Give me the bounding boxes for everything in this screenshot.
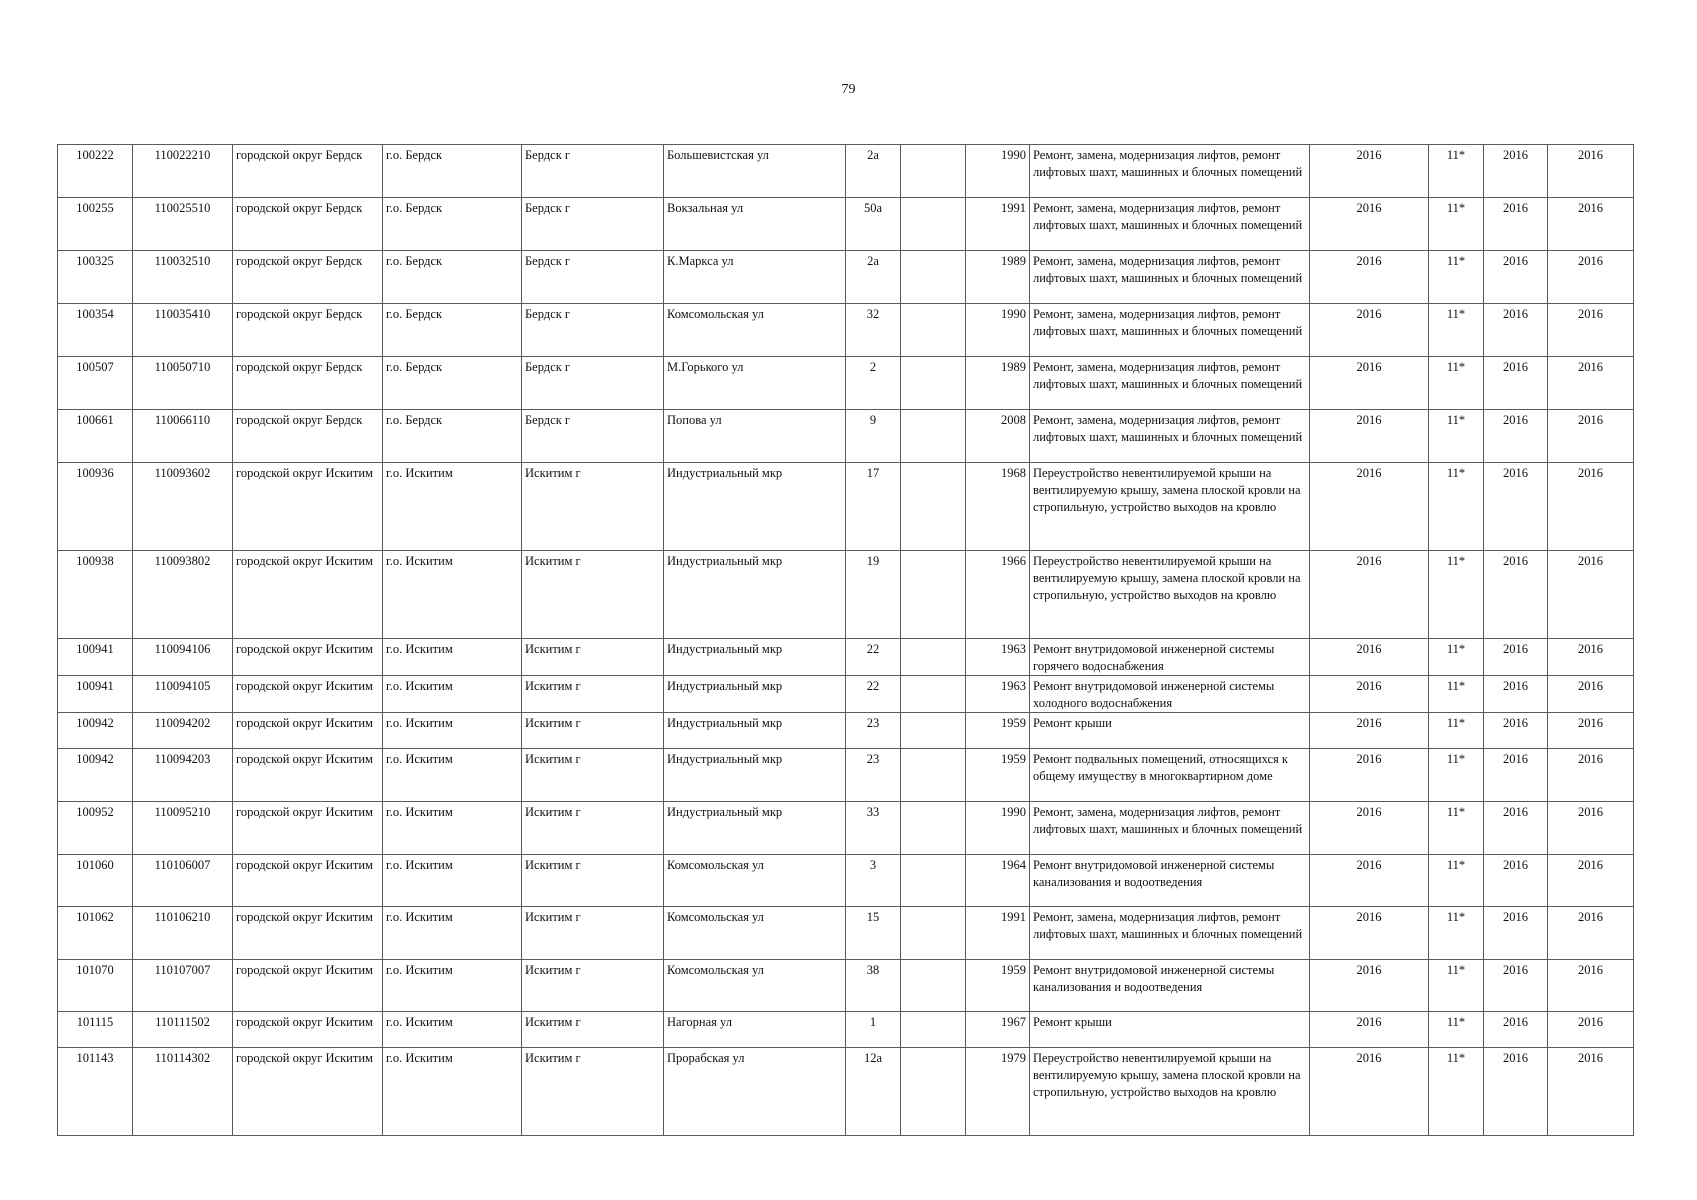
cell-building — [901, 463, 966, 551]
cell-id: 100941 — [58, 639, 133, 676]
cell-municipality: г.о. Искитим — [383, 749, 522, 802]
cell-code2: 11* — [1429, 1048, 1484, 1136]
cell-id: 100942 — [58, 713, 133, 749]
cell-year-end: 2016 — [1548, 960, 1634, 1012]
cell-work: Ремонт крыши — [1030, 1012, 1310, 1048]
cell-id: 101062 — [58, 907, 133, 960]
cell-street: К.Маркса ул — [664, 251, 846, 304]
cell-work: Ремонт, замена, модернизация лифтов, ремонт лифтовых шахт, машинных и блочных помещений — [1030, 251, 1310, 304]
cell-year-plan: 2016 — [1484, 463, 1548, 551]
cell-locality: Бердск г — [522, 251, 664, 304]
cell-district: городской округ Искитим — [233, 907, 383, 960]
cell-year-plan: 2016 — [1484, 410, 1548, 463]
cell-house: 9 — [846, 410, 901, 463]
table-row — [58, 145, 1634, 198]
cell-street: Нагорная ул — [664, 1012, 846, 1048]
cell-year-end: 2016 — [1548, 304, 1634, 357]
table-body — [58, 145, 1634, 1136]
cell-year-built: 1959 — [966, 749, 1030, 802]
cell-municipality: г.о. Искитим — [383, 639, 522, 676]
cell-id: 101060 — [58, 855, 133, 907]
cell-building — [901, 410, 966, 463]
cell-code2: 11* — [1429, 1012, 1484, 1048]
cell-work: Ремонт внутридомовой инженерной системы горячего водоснабжения — [1030, 639, 1310, 676]
cell-street: Попова ул — [664, 410, 846, 463]
cell-building — [901, 551, 966, 639]
cell-building — [901, 304, 966, 357]
cell-year-start: 2016 — [1310, 676, 1429, 713]
cell-municipality: г.о. Бердск — [383, 357, 522, 410]
cell-year-end: 2016 — [1548, 749, 1634, 802]
cell-work: Ремонт подвальных помещений, относящихся к общему имуществу в многоквартирном доме — [1030, 749, 1310, 802]
cell-year-built: 1989 — [966, 251, 1030, 304]
cell-code2: 11* — [1429, 357, 1484, 410]
cell-year-plan: 2016 — [1484, 1012, 1548, 1048]
cell-house: 32 — [846, 304, 901, 357]
cell-year-start: 2016 — [1310, 198, 1429, 251]
cell-year-plan: 2016 — [1484, 1048, 1548, 1136]
table-row — [58, 676, 1634, 713]
cell-year-built: 1963 — [966, 676, 1030, 713]
cell-year-end: 2016 — [1548, 145, 1634, 198]
cell-building — [901, 145, 966, 198]
cell-year-start: 2016 — [1310, 907, 1429, 960]
cell-municipality: г.о. Бердск — [383, 145, 522, 198]
cell-work: Ремонт, замена, модернизация лифтов, ремонт лифтовых шахт, машинных и блочных помещений — [1030, 357, 1310, 410]
cell-district: городской округ Искитим — [233, 1048, 383, 1136]
cell-year-plan: 2016 — [1484, 713, 1548, 749]
cell-code2: 11* — [1429, 198, 1484, 251]
cell-code2: 11* — [1429, 749, 1484, 802]
cell-municipality: г.о. Искитим — [383, 1048, 522, 1136]
cell-code2: 11* — [1429, 802, 1484, 855]
cell-code: 110022210 — [133, 145, 233, 198]
cell-street: Вокзальная ул — [664, 198, 846, 251]
cell-code2: 11* — [1429, 551, 1484, 639]
cell-code: 110032510 — [133, 251, 233, 304]
cell-district: городской округ Искитим — [233, 639, 383, 676]
cell-code2: 11* — [1429, 713, 1484, 749]
cell-year-plan: 2016 — [1484, 551, 1548, 639]
cell-locality: Бердск г — [522, 410, 664, 463]
cell-year-end: 2016 — [1548, 198, 1634, 251]
cell-district: городской округ Искитим — [233, 855, 383, 907]
cell-house: 22 — [846, 639, 901, 676]
cell-locality: Искитим г — [522, 749, 664, 802]
cell-code2: 11* — [1429, 304, 1484, 357]
cell-year-end: 2016 — [1548, 855, 1634, 907]
cell-code: 110114302 — [133, 1048, 233, 1136]
cell-work: Ремонт, замена, модернизация лифтов, ремонт лифтовых шахт, машинных и блочных помещений — [1030, 802, 1310, 855]
cell-street: Индустриальный мкр — [664, 749, 846, 802]
table-row — [58, 410, 1634, 463]
cell-code2: 11* — [1429, 907, 1484, 960]
cell-year-end: 2016 — [1548, 357, 1634, 410]
cell-work: Ремонт крыши — [1030, 713, 1310, 749]
cell-code: 110093802 — [133, 551, 233, 639]
cell-year-start: 2016 — [1310, 855, 1429, 907]
cell-year-start: 2016 — [1310, 1048, 1429, 1136]
cell-house: 23 — [846, 713, 901, 749]
cell-year-plan: 2016 — [1484, 198, 1548, 251]
cell-year-built: 1991 — [966, 907, 1030, 960]
cell-id: 100938 — [58, 551, 133, 639]
cell-year-end: 2016 — [1548, 676, 1634, 713]
cell-house: 22 — [846, 676, 901, 713]
cell-code: 110094106 — [133, 639, 233, 676]
cell-code2: 11* — [1429, 960, 1484, 1012]
cell-building — [901, 676, 966, 713]
cell-year-start: 2016 — [1310, 251, 1429, 304]
cell-id: 101070 — [58, 960, 133, 1012]
cell-code: 110111502 — [133, 1012, 233, 1048]
cell-house: 23 — [846, 749, 901, 802]
cell-house: 50а — [846, 198, 901, 251]
cell-year-end: 2016 — [1548, 713, 1634, 749]
cell-year-end: 2016 — [1548, 802, 1634, 855]
table-row — [58, 907, 1634, 960]
cell-street: Комсомольская ул — [664, 855, 846, 907]
cell-code: 110094202 — [133, 713, 233, 749]
cell-year-built: 1990 — [966, 304, 1030, 357]
cell-district: городской округ Бердск — [233, 304, 383, 357]
table-row — [58, 1048, 1634, 1136]
cell-building — [901, 907, 966, 960]
cell-locality: Бердск г — [522, 304, 664, 357]
cell-building — [901, 639, 966, 676]
cell-year-plan: 2016 — [1484, 304, 1548, 357]
cell-work: Переустройство невентилируемой крыши на вентилируемую крышу, замена плоской кровли на стропильную, устройство выходов на кровлю — [1030, 463, 1310, 551]
cell-year-plan: 2016 — [1484, 802, 1548, 855]
cell-street: Комсомольская ул — [664, 960, 846, 1012]
cell-locality: Искитим г — [522, 1012, 664, 1048]
cell-year-start: 2016 — [1310, 463, 1429, 551]
page-number: 79 — [841, 82, 856, 97]
cell-street: М.Горького ул — [664, 357, 846, 410]
cell-municipality: г.о. Искитим — [383, 802, 522, 855]
cell-house: 12а — [846, 1048, 901, 1136]
cell-work: Ремонт внутридомовой инженерной системы канализования и водоотведения — [1030, 855, 1310, 907]
cell-locality: Искитим г — [522, 463, 664, 551]
cell-year-end: 2016 — [1548, 410, 1634, 463]
cell-year-plan: 2016 — [1484, 639, 1548, 676]
cell-code: 110106007 — [133, 855, 233, 907]
cell-id: 100942 — [58, 749, 133, 802]
cell-year-end: 2016 — [1548, 551, 1634, 639]
cell-locality: Бердск г — [522, 145, 664, 198]
cell-year-built: 1968 — [966, 463, 1030, 551]
cell-work: Ремонт, замена, модернизация лифтов, ремонт лифтовых шахт, машинных и блочных помещений — [1030, 907, 1310, 960]
cell-id: 100952 — [58, 802, 133, 855]
cell-building — [901, 1012, 966, 1048]
cell-year-plan: 2016 — [1484, 357, 1548, 410]
table-row — [58, 713, 1634, 749]
cell-year-plan: 2016 — [1484, 749, 1548, 802]
cell-district: городской округ Искитим — [233, 676, 383, 713]
cell-municipality: г.о. Искитим — [383, 463, 522, 551]
cell-year-built: 1959 — [966, 713, 1030, 749]
table-row — [58, 357, 1634, 410]
cell-work: Ремонт, замена, модернизация лифтов, ремонт лифтовых шахт, машинных и блочных помещений — [1030, 145, 1310, 198]
cell-year-start: 2016 — [1310, 960, 1429, 1012]
cell-year-start: 2016 — [1310, 749, 1429, 802]
cell-house: 2а — [846, 251, 901, 304]
cell-year-start: 2016 — [1310, 713, 1429, 749]
cell-house: 19 — [846, 551, 901, 639]
cell-code2: 11* — [1429, 145, 1484, 198]
cell-year-start: 2016 — [1310, 1012, 1429, 1048]
cell-code: 110107007 — [133, 960, 233, 1012]
table-row — [58, 639, 1634, 676]
cell-work: Ремонт, замена, модернизация лифтов, ремонт лифтовых шахт, машинных и блочных помещений — [1030, 304, 1310, 357]
cell-district: городской округ Искитим — [233, 1012, 383, 1048]
cell-locality: Искитим г — [522, 639, 664, 676]
cell-building — [901, 960, 966, 1012]
cell-house: 3 — [846, 855, 901, 907]
cell-id: 100941 — [58, 676, 133, 713]
cell-year-start: 2016 — [1310, 410, 1429, 463]
cell-street: Индустриальный мкр — [664, 463, 846, 551]
cell-year-plan: 2016 — [1484, 960, 1548, 1012]
cell-year-plan: 2016 — [1484, 251, 1548, 304]
cell-id: 100354 — [58, 304, 133, 357]
cell-code: 110025510 — [133, 198, 233, 251]
cell-house: 2 — [846, 357, 901, 410]
cell-locality: Искитим г — [522, 855, 664, 907]
table-row — [58, 855, 1634, 907]
cell-id: 100936 — [58, 463, 133, 551]
table-row — [58, 802, 1634, 855]
cell-building — [901, 713, 966, 749]
cell-year-start: 2016 — [1310, 802, 1429, 855]
cell-house: 15 — [846, 907, 901, 960]
cell-building — [901, 802, 966, 855]
cell-district: городской округ Искитим — [233, 960, 383, 1012]
cell-year-built: 1959 — [966, 960, 1030, 1012]
cell-district: городской округ Искитим — [233, 551, 383, 639]
cell-district: городской округ Искитим — [233, 802, 383, 855]
cell-year-plan: 2016 — [1484, 676, 1548, 713]
cell-building — [901, 251, 966, 304]
cell-year-plan: 2016 — [1484, 855, 1548, 907]
cell-building — [901, 357, 966, 410]
cell-street: Индустриальный мкр — [664, 802, 846, 855]
cell-year-end: 2016 — [1548, 639, 1634, 676]
cell-locality: Искитим г — [522, 676, 664, 713]
cell-id: 101143 — [58, 1048, 133, 1136]
cell-district: городской округ Бердск — [233, 251, 383, 304]
cell-code2: 11* — [1429, 463, 1484, 551]
cell-municipality: г.о. Бердск — [383, 410, 522, 463]
cell-district: городской округ Бердск — [233, 198, 383, 251]
cell-code2: 11* — [1429, 639, 1484, 676]
cell-locality: Искитим г — [522, 551, 664, 639]
cell-municipality: г.о. Искитим — [383, 960, 522, 1012]
cell-district: городской округ Искитим — [233, 713, 383, 749]
cell-locality: Бердск г — [522, 198, 664, 251]
cell-municipality: г.о. Искитим — [383, 551, 522, 639]
cell-street: Индустриальный мкр — [664, 713, 846, 749]
cell-municipality: г.о. Искитим — [383, 713, 522, 749]
cell-street: Прорабская ул — [664, 1048, 846, 1136]
cell-house: 17 — [846, 463, 901, 551]
cell-work: Ремонт внутридомовой инженерной системы холодного водоснабжения — [1030, 676, 1310, 713]
table-row — [58, 551, 1634, 639]
cell-code: 110035410 — [133, 304, 233, 357]
cell-street: Индустриальный мкр — [664, 676, 846, 713]
cell-year-start: 2016 — [1310, 551, 1429, 639]
cell-municipality: г.о. Бердск — [383, 251, 522, 304]
cell-locality: Искитим г — [522, 907, 664, 960]
cell-house: 2а — [846, 145, 901, 198]
cell-id: 101115 — [58, 1012, 133, 1048]
cell-building — [901, 855, 966, 907]
cell-street: Комсомольская ул — [664, 907, 846, 960]
cell-year-start: 2016 — [1310, 357, 1429, 410]
cell-building — [901, 198, 966, 251]
cell-district: городской округ Бердск — [233, 357, 383, 410]
cell-year-start: 2016 — [1310, 145, 1429, 198]
cell-street: Индустриальный мкр — [664, 551, 846, 639]
cell-street: Большевистская ул — [664, 145, 846, 198]
cell-year-start: 2016 — [1310, 304, 1429, 357]
cell-district: городской округ Искитим — [233, 463, 383, 551]
cell-district: городской округ Бердск — [233, 410, 383, 463]
cell-id: 100222 — [58, 145, 133, 198]
cell-year-built: 1979 — [966, 1048, 1030, 1136]
table-row — [58, 251, 1634, 304]
cell-work: Ремонт внутридомовой инженерной системы канализования и водоотведения — [1030, 960, 1310, 1012]
cell-id: 100507 — [58, 357, 133, 410]
cell-code: 110093602 — [133, 463, 233, 551]
cell-code: 110095210 — [133, 802, 233, 855]
cell-id: 100661 — [58, 410, 133, 463]
cell-id: 100255 — [58, 198, 133, 251]
cell-district: городской округ Искитим — [233, 749, 383, 802]
cell-code: 110106210 — [133, 907, 233, 960]
cell-year-built: 1990 — [966, 802, 1030, 855]
cell-house: 33 — [846, 802, 901, 855]
cell-year-built: 2008 — [966, 410, 1030, 463]
cell-year-end: 2016 — [1548, 1048, 1634, 1136]
cell-street: Индустриальный мкр — [664, 639, 846, 676]
cell-work: Переустройство невентилируемой крыши на вентилируемую крышу, замена плоской кровли на стропильную, устройство выходов на кровлю — [1030, 1048, 1310, 1136]
cell-year-end: 2016 — [1548, 907, 1634, 960]
cell-year-plan: 2016 — [1484, 145, 1548, 198]
table-row — [58, 198, 1634, 251]
cell-house: 1 — [846, 1012, 901, 1048]
cell-code2: 11* — [1429, 410, 1484, 463]
cell-municipality: г.о. Бердск — [383, 304, 522, 357]
cell-locality: Искитим г — [522, 960, 664, 1012]
cell-district: городской округ Бердск — [233, 145, 383, 198]
cell-locality: Бердск г — [522, 357, 664, 410]
cell-municipality: г.о. Искитим — [383, 676, 522, 713]
table-row — [58, 304, 1634, 357]
cell-building — [901, 1048, 966, 1136]
cell-work: Ремонт, замена, модернизация лифтов, ремонт лифтовых шахт, машинных и блочных помещений — [1030, 410, 1310, 463]
cell-year-built: 1989 — [966, 357, 1030, 410]
cell-municipality: г.о. Бердск — [383, 198, 522, 251]
cell-code: 110066110 — [133, 410, 233, 463]
cell-house: 38 — [846, 960, 901, 1012]
cell-year-built: 1963 — [966, 639, 1030, 676]
cell-municipality: г.о. Искитим — [383, 855, 522, 907]
cell-year-end: 2016 — [1548, 463, 1634, 551]
cell-year-built: 1967 — [966, 1012, 1030, 1048]
cell-code: 110094203 — [133, 749, 233, 802]
cell-locality: Искитим г — [522, 802, 664, 855]
cell-work: Ремонт, замена, модернизация лифтов, ремонт лифтовых шахт, машинных и блочных помещений — [1030, 198, 1310, 251]
table-row — [58, 749, 1634, 802]
cell-year-built: 1990 — [966, 145, 1030, 198]
cell-id: 100325 — [58, 251, 133, 304]
table-row — [58, 463, 1634, 551]
cell-code: 110050710 — [133, 357, 233, 410]
cell-year-built: 1964 — [966, 855, 1030, 907]
cell-code2: 11* — [1429, 676, 1484, 713]
table-row — [58, 960, 1634, 1012]
cell-municipality: г.о. Искитим — [383, 907, 522, 960]
cell-year-built: 1966 — [966, 551, 1030, 639]
table-row — [58, 1012, 1634, 1048]
cell-code2: 11* — [1429, 855, 1484, 907]
cell-building — [901, 749, 966, 802]
cell-year-built: 1991 — [966, 198, 1030, 251]
registry-table — [57, 144, 1634, 1136]
cell-street: Комсомольская ул — [664, 304, 846, 357]
cell-code: 110094105 — [133, 676, 233, 713]
cell-year-start: 2016 — [1310, 639, 1429, 676]
cell-municipality: г.о. Искитим — [383, 1012, 522, 1048]
cell-work: Переустройство невентилируемой крыши на вентилируемую крышу, замена плоской кровли на стропильную, устройство выходов на кровлю — [1030, 551, 1310, 639]
cell-code2: 11* — [1429, 251, 1484, 304]
cell-year-end: 2016 — [1548, 1012, 1634, 1048]
cell-locality: Искитим г — [522, 713, 664, 749]
cell-year-plan: 2016 — [1484, 907, 1548, 960]
cell-locality: Искитим г — [522, 1048, 664, 1136]
cell-year-end: 2016 — [1548, 251, 1634, 304]
